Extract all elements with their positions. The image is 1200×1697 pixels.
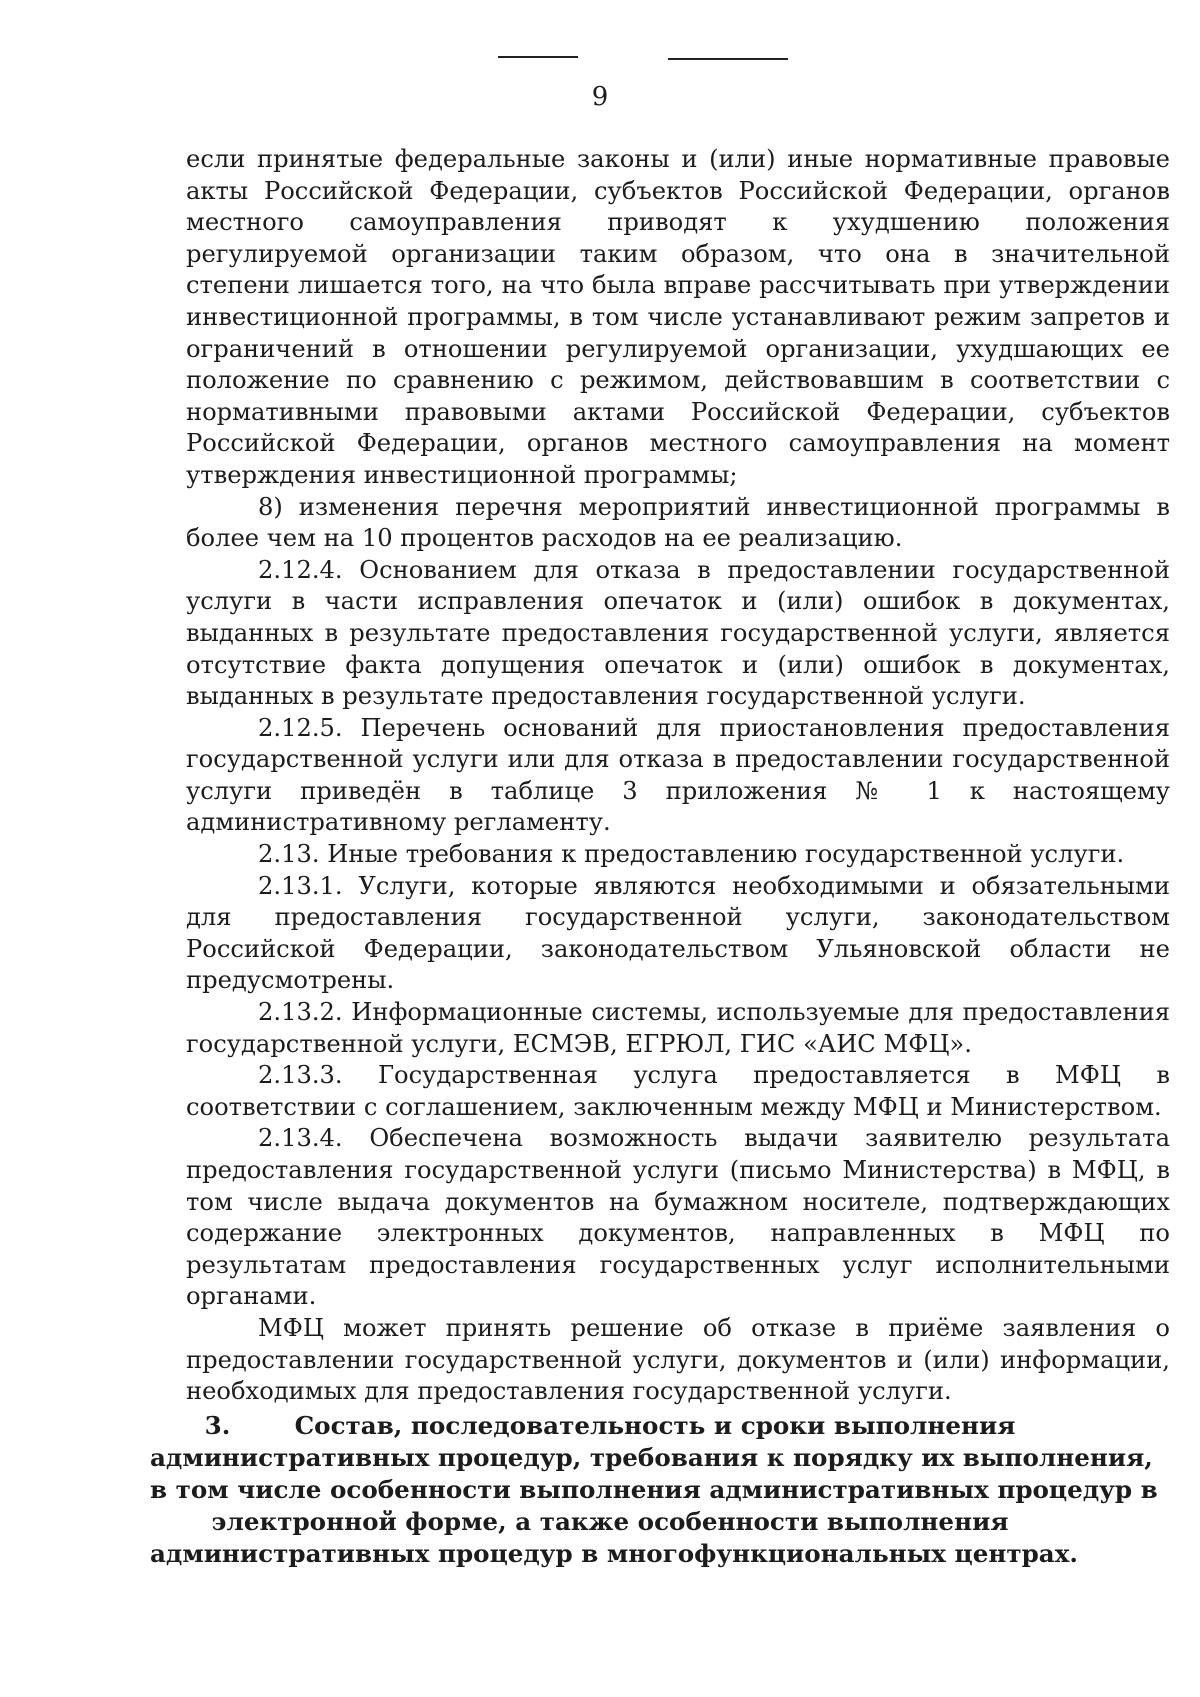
page-number: 9 [591,82,609,112]
section-heading [150,1410,1158,1570]
paragraph-2-13-1: 2.13.1. Услуги, которые являются необходимыми и обязательными для предоставления государственной услуги, законодательством Российской Федерации, законодательством Ульяновской области не предусмотрены. [186,871,1170,995]
section-heading-line-5: административных процедур в многофункциональных центрах. [150,1539,1078,1568]
section-heading-line-4: электронной форме, а также особенности выполнения [211,1507,1009,1536]
paragraph-item-8: 8) изменения перечня мероприятий инвестиционной программы в более чем на 10 процентов расходов на ее реализацию. [186,492,1170,553]
paragraph-2-13-2: 2.13.2. Информационные системы, используемые для предоставления государственной услуги, ЕСМЭВ, ЕГРЮЛ, ГИС «АИС МФЦ». [186,998,1170,1058]
section-title-text: Состав, последовательность и сроки выполнения [294,1411,1016,1440]
document-body [186,144,1170,1408]
paragraph-2-12-5: 2.12.5. Перечень оснований для приостановления предоставления государственной услуги или для отказа в предоставлении государственной услуги приведён в таблице 3 приложения № 1 к настоящему административному регламенту. [186,713,1170,837]
section-heading-line-1 [150,1410,1070,1442]
section-number: 3. [204,1411,231,1440]
section-heading-line-3: в том числе особенности выполнения административных процедур в [150,1475,1158,1504]
section-heading-line-2: административных процедур, требования к порядку их выполнения, [150,1443,1153,1472]
paragraph-2-13: 2.13. Иные требования к предоставлению государственной услуги. [258,840,1125,869]
paragraph-2-12-4: 2.12.4. Основанием для отказа в предоставлении государственной услуги в части исправления опечаток и (или) ошибок в документах, выданных в результате предоставления государственной услуги, является отсутствие факта допущения опечаток и (или) ошибок в документах, выданных в результате предоставления государственной услуги. [186,555,1170,711]
scan-artifact-marks [0,50,1200,62]
paragraph-2-13-4: 2.13.4. Обеспечена возможность выдачи заявителю результата предоставления государственной услуги (письмо Министерства) в МФЦ, в том числе выдача документов на бумажном носителе, подтверждающих содержание электронных документов, направленных в МФЦ по результатам предоставления государственных услуг исполнительными органами. [186,1124,1170,1311]
paragraph-continuation: если принятые федеральные законы и (или) иные нормативные правовые акты Российской Федерации, субъектов Российской Федерации, органов местного самоуправления приводят к ухудшению положения регулируемой организации таким образом, что она в значительной степени лишается того, на что была вправе рассчитывать при утверждении инвестиционной программы, в том числе устанавливают режим запретов и ограничений в отношении регулируемой организации, ухудшающих ее положение по сравнению с режимом, действовавшим в соответствии с нормативными правовыми актами Российской Федерации, субъектов Российской Федерации, органов местного самоуправления на момент утверждения инвестиционной программы; [186,145,1170,489]
paragraph-mfc-refusal: МФЦ может принять решение об отказе в приёме заявления о предоставлении государственной услуги, документов и (или) информации, необходимых для предоставления государственной услуги. [186,1313,1170,1406]
paragraph-2-13-3: 2.13.3. Государственная услуга предоставляется в МФЦ в соответствии с соглашением, заключенным между МФЦ и Министерством. [186,1061,1170,1121]
